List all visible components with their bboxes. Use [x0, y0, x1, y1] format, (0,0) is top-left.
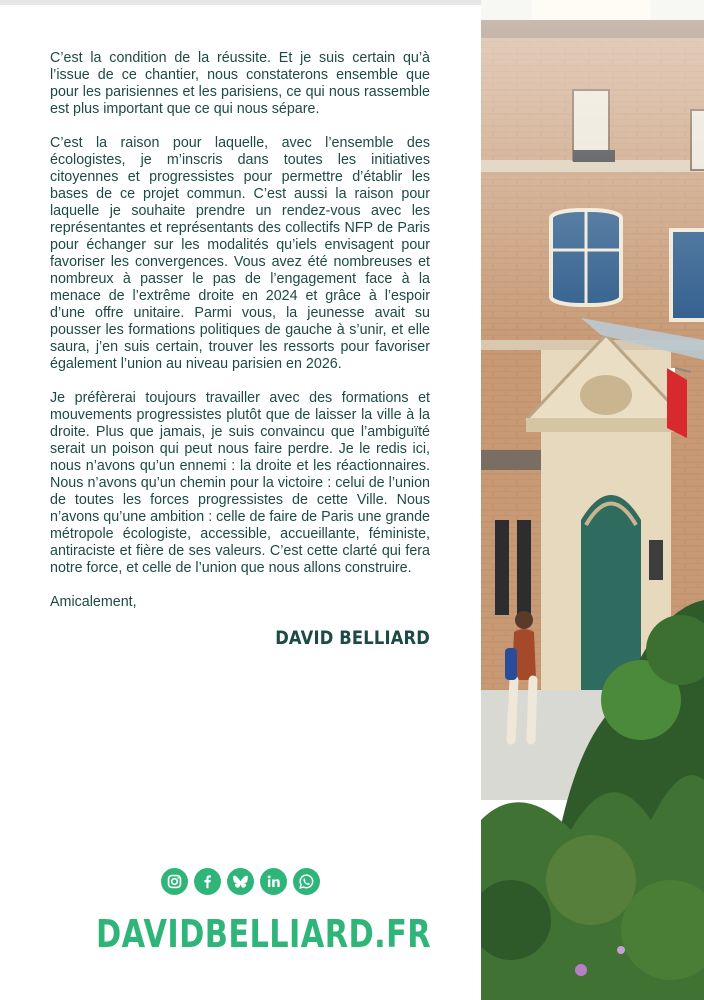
letter-paragraph-1: C’est la condition de la réussite. Et je suis certain qu’à l’issue de ce chantier, nous constaterons ensemble que pour les parisiennes et les parisiens, ce qui nous rassemble est plus important que ce qui nous sépare.	[50, 50, 430, 117]
signature: DAVID BELLIARD	[275, 627, 430, 649]
letter-paragraph-2: C’est la raison pour laquelle, avec l’ensemble des écologistes, je m’inscris dans toutes les initiatives citoyennes et progressistes pour permettre d’établir les bases de ce projet commun. C’est aussi la raison pour laquelle je souhaite prendre un rendez-vous avec les représentantes et représentants des collectifs NFP de Paris pour échanger sur les modalités qu’iels envisagent pour favoriser les convergences. Vous avez été nombreuses et nombreux à passer le pas de l’engagement face à la menace de l’extrême droite en 2024 et grâce à l’espoir d’une offre unitaire. Parmi vous, la jeunesse avait su pousser les formations politiques de gauche à s’unir, et elle saura, j’en suis certain, trouver les ressorts pour favoriser également l’union au niveau parisien en 2026.	[50, 135, 430, 372]
building-photo	[481, 0, 704, 1000]
letter-body	[50, 50, 430, 647]
social-links	[160, 868, 320, 895]
website-url[interactable]: DAVIDBELLIARD.FR	[96, 912, 432, 956]
facebook-icon[interactable]	[194, 868, 221, 895]
bluesky-icon[interactable]	[227, 868, 254, 895]
instagram-icon[interactable]	[161, 868, 188, 895]
whatsapp-icon[interactable]	[293, 868, 320, 895]
letter-paragraph-3: Je préfèrerai toujours travailler avec des formations et mouvements progressistes plutôt que de laisser la ville à la droite. Plus que jamais, je suis convaincu que l’ambiguïté serait un poison qui peut nous faire perdre. Je le redis ici, nous n’avons qu’un ennemi : la droite et les réactionnaires. Nous n’avons qu’un chemin pour la victoire : celui de l’union de toutes les forces progressistes de cette Ville. Nous n’avons qu’une ambition : celle de faire de Paris une grande métropole écologiste, accessible, accueillante, féministe, antiraciste et fière de ses valeurs. C’est cette clarté qui fera notre force, et celle de l’union que nous allons construire.	[50, 390, 430, 576]
signoff: Amicalement,	[50, 594, 137, 610]
linkedin-icon[interactable]	[260, 868, 287, 895]
